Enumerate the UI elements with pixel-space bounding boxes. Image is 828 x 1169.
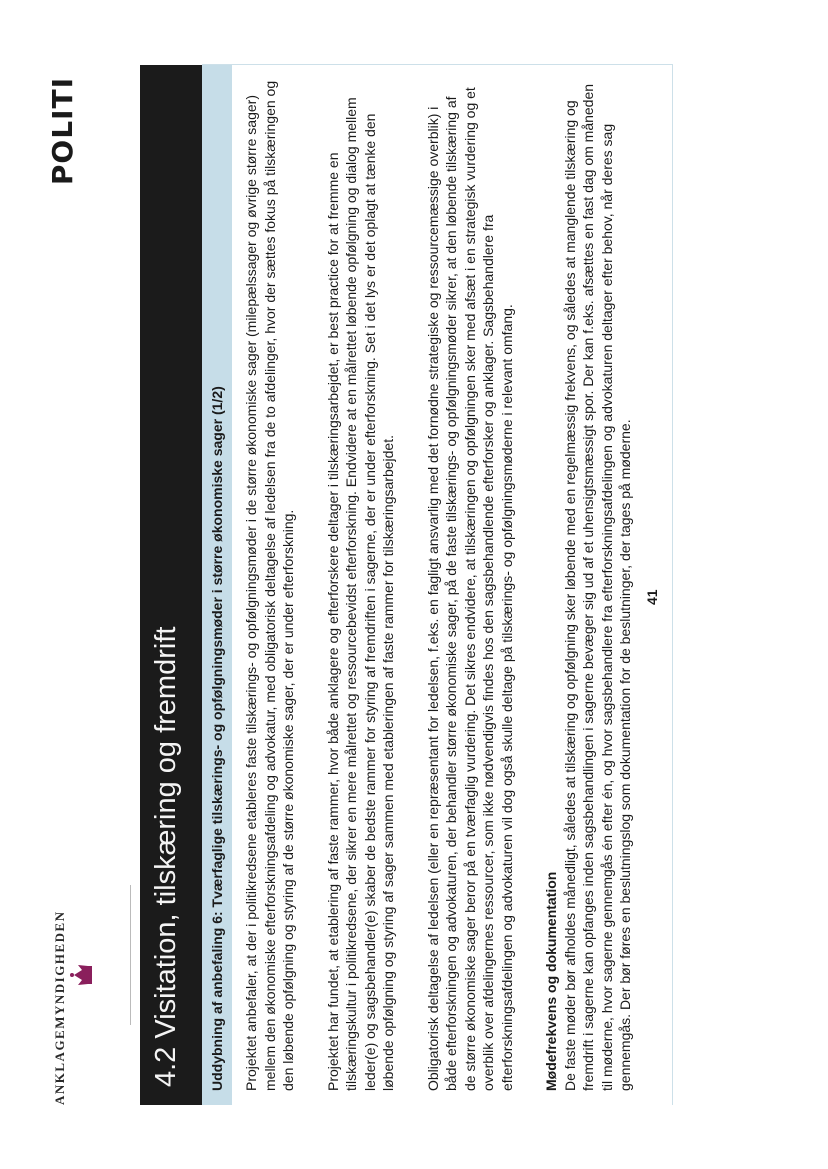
title-bar: [140, 65, 202, 1105]
slide: [40, 65, 690, 1105]
content-panel: [202, 64, 673, 1105]
paragraph: Obligatorisk deltagelse af ledelsen (eller en repræsentant for ledelsen, f.eks. en fagligt ansvarlig med det fornødne strategiske og ressourcemæssige overblik) i både efterforskningen og advokaturen, der behandler større økonomiske sager, på de faste tilskærings- og opfølgningsmøder sikrer, at den løbende tilskæring af de større økonomiske sager beror på en tværfaglig vurdering. Det sikres endvidere, at tilskæringen og opfølgningen sker med afsæt i en strategisk vurdering og et overblik over afdelingernes ressourcer, som ikke nødvendigvis findes hos den sagsbehandlende efterforsker og anklager. Sagsbehandlere fra efterforskningsafdelingen og advokaturen vil dog også skulle deltage på tilskærings- og opfølgningsmøderne i relevant omfang.: [424, 87, 515, 1091]
page-title: 4.2 Visitation, tilskæring og fremdrift: [150, 626, 182, 1087]
crown-icon: [68, 961, 96, 989]
section-subheader: Uddybning af anbefaling 6: Tværfaglige tilskærings- og opfølgningsmøder i større økonomiske sager (1/2): [202, 65, 232, 1105]
section-heading: Mødefrekvens og dokumentation: [543, 871, 559, 1091]
politi-logo: POLITI: [46, 77, 79, 186]
paragraph: De faste møder bør afholdes månedligt, således at tilskæring og opfølgning sker løbende med en regelmæssig frekvens, og således at manglende tilskæring og fremdrift i sagerne kan opfanges inden sagsbehandlingen i sagerne bevæger sig ud af et uhensigtsmæssigt spor. Der kan f.eks. afsættes en fast dag om måneden til møderne, hvor sagerne gennemgås én efter én, og hvor sagsbehandlere fra efterforskningsafdelingen og advokaturen deltager efter behov, når deres sag gennemgås. Der bør føres en beslutningslog som dokumentation for de beslutninger, der tages på møderne.: [561, 83, 633, 1091]
paragraph: Projektet har fundet, at etablering af faste rammer, hvor både anklagere og efterforskere deltager i tilskæringsarbejdet, er best practice for at fremme en tilskæringskultur i politikredsene, der sikrer en mere målrettet og ressourcebevidst efterforskning. Endvidere at en målrettet løbende opfølgning og dialog mellem leder(e) og sagsbehandler(e) skaber de bedste rammer for styring af fremdriften i sagerne, der er under efterforskning. Set i det lys er det oplagt at tænke den løbende opfølgning og styring af sager sammen med etableringen af faste rammer for tilskæringsarbejdet.: [324, 97, 396, 1091]
body-text: [232, 65, 635, 1105]
paragraph: Projektet anbefaler, at der i politikredsene etableres faste tilskærings- og opfølgningsmøder i de større økonomiske sager (milepælssager og øvrige større sager) mellem den økonomiske efterforskningsafdeling og advokatur, med obligatorisk deltagelse af ledelsen fra de to afdelinger, hvor der sættes fokus på tilskæringen og den løbende opfølgning og styring af de større økonomiske sager, der er under efterforskning.: [243, 80, 296, 1091]
page-number: 41: [644, 589, 660, 605]
header-logo-area: [40, 705, 112, 1105]
agency-name: ANKLAGEMYNDIGHEDEN: [52, 910, 67, 1105]
